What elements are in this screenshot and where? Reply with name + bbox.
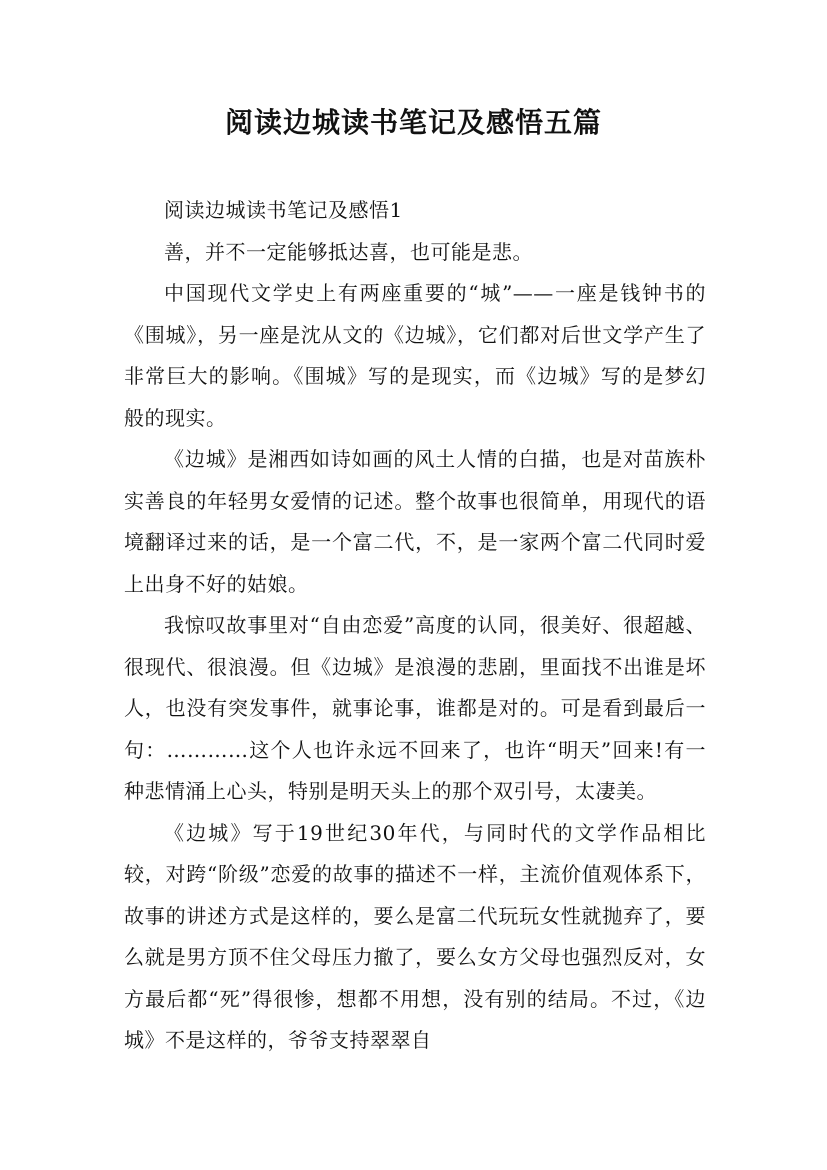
paragraph: 中国现代文学史上有两座重要的“城”——一座是钱钟书的《围城》，另一座是沈从文的《边城》，它们都对后世文学产生了非常巨大的影响。《围城》写的是现实，而《边城》写的是梦幻般的现实。 — [124, 281, 706, 430]
paragraph: 我惊叹故事里对“自由恋爱”高度的认同，很美好、很超越、很现代、很浪漫。但《边城》是浪漫的悲剧，里面找不出谁是坏人，也没有突发事件，就事论事，谁都是对的。可是看到最后一句：…………这个人也许永远不回来了，也许“明天”回来!有一种悲情涌上心头，特别是明天头上的那个双引号，太凄美。 — [124, 613, 706, 803]
document-body — [124, 190, 706, 1062]
section-heading: 阅读边城读书笔记及感悟1 — [164, 198, 403, 222]
paragraph: 《边城》写于19世纪30年代，与同时代的文学作品相比较，对跨“阶级”恋爱的故事的描述不一样，主流价值观体系下，故事的讲述方式是这样的，要么是富二代玩玩女性就抛弃了，要么就是男方顶不住父母压力撤了，要么女方父母也强烈反对，女方最后都“死”得很惨，想都不用想，没有别的结局。不过，《边城》不是这样的，爷爷支持翠翠自 — [124, 820, 706, 1052]
paragraph: 善，并不一定能够抵达喜，也可能是悲。 — [164, 239, 533, 264]
paragraph: 《边城》是湘西如诗如画的风土人情的白描，也是对苗族朴实善良的年轻男女爱情的记述。整个故事也很简单，用现代的语境翻译过来的话，是一个富二代，不，是一家两个富二代同时爱上出身不好的姑娘。 — [124, 447, 706, 596]
document-title: 阅读边城读书笔记及感悟五篇 — [224, 106, 602, 139]
